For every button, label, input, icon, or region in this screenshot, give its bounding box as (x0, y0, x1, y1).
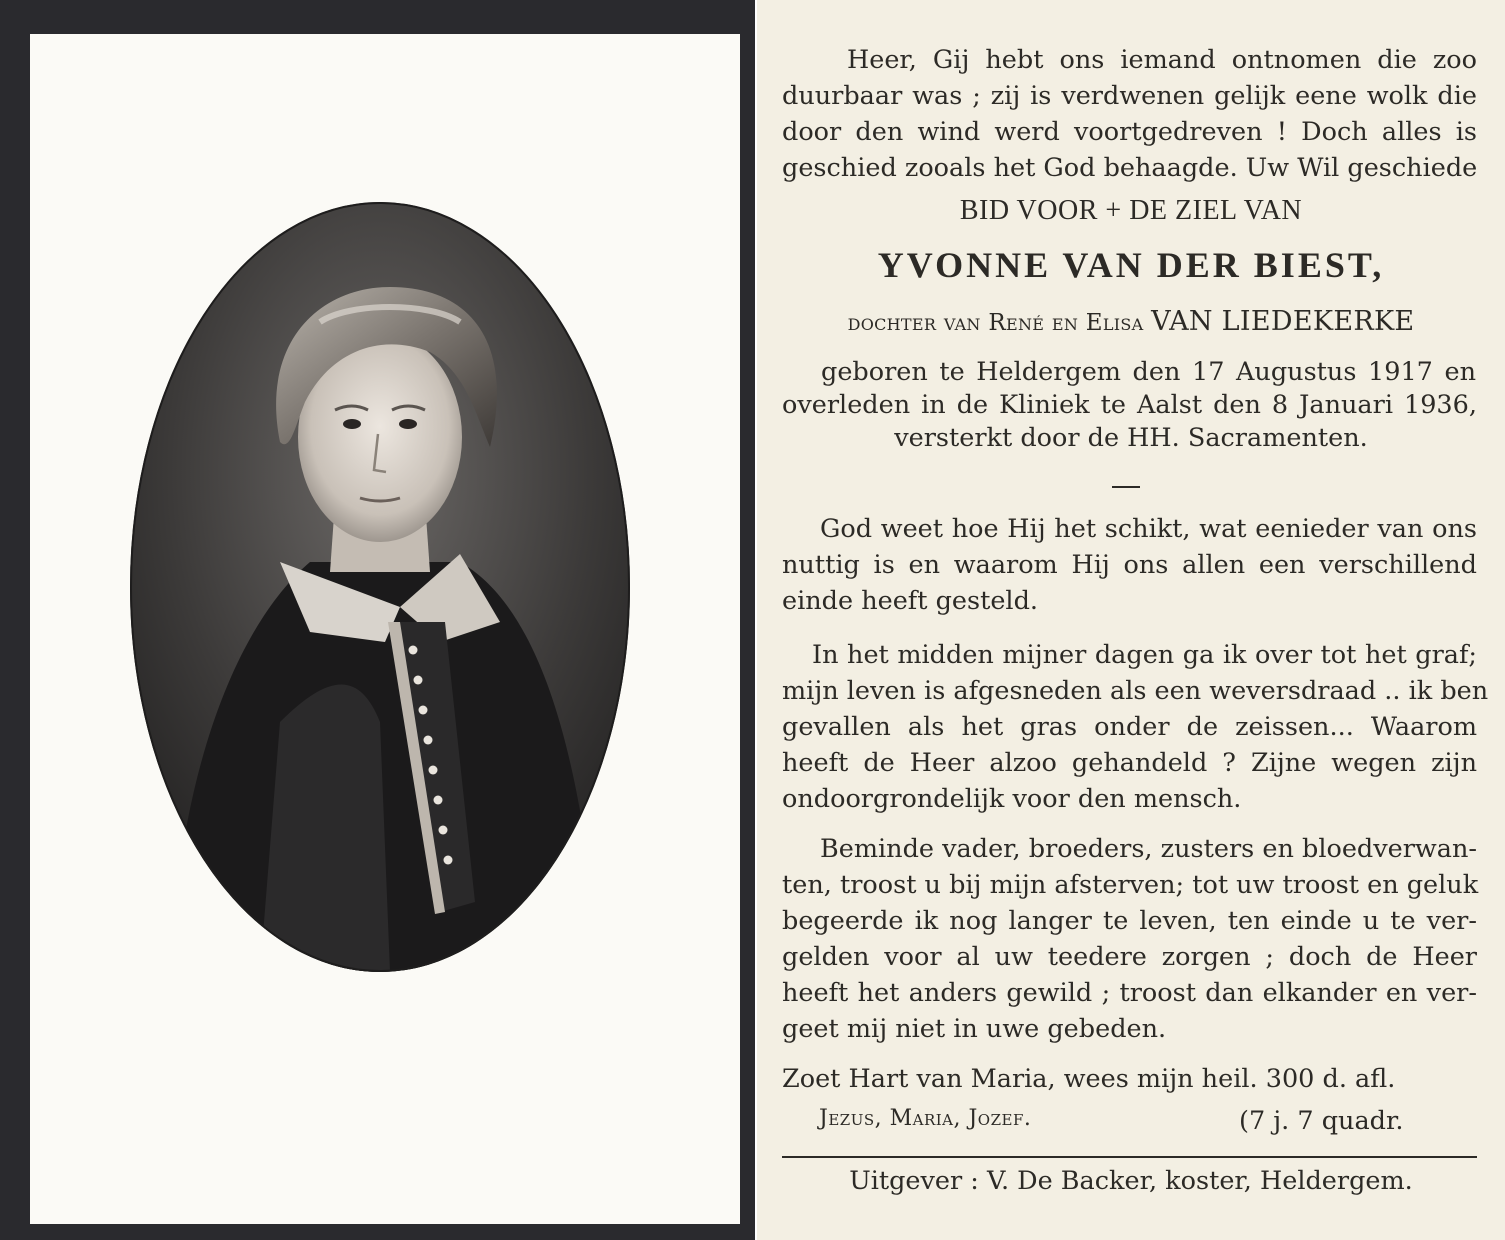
holy-family-names: Jezus, Maria, Jozef. (819, 1106, 1032, 1131)
sacraments-line: versterkt door de HH. Sacramenten. (894, 423, 1368, 453)
death-line: overleden in de Kliniek te Aalst den 8 Januari 1936, (782, 390, 1477, 420)
portrait-card-paper (30, 34, 740, 1224)
bid-voor-heading: BID VOOR + DE ZIEL VAN (959, 195, 1303, 226)
birth-line: geboren te Heldergem den 17 Augustus 1917 en (821, 357, 1476, 387)
parents-line (757, 306, 1505, 337)
para3-line-5: heeft het anders gewild ; troost dan elkander en ver- (782, 978, 1477, 1008)
intro-line-3: door den wind werd voortgedreven ! Doch alles is (782, 117, 1477, 147)
para2-line-4: heeft de Heer alzoo gehandeld ? Zijne wegen zijn (782, 748, 1477, 778)
para2-line-1: In het midden mijner dagen ga ik over tot het graf; (812, 640, 1477, 670)
para3-line-1: Beminde vader, broeders, zusters en bloedverwan- (820, 834, 1477, 864)
para3-line-4: gelden voor al uw teedere zorgen ; doch de Heer (782, 942, 1477, 972)
section-divider (1112, 486, 1140, 488)
prayer-line: Zoet Hart van Maria, wees mijn heil. 300 d. afl. (782, 1064, 1396, 1094)
footer-rule (782, 1156, 1477, 1158)
para1-line-1: God weet hoe Hij het schikt, wat eenieder van ons (820, 514, 1477, 544)
para3-line-6: geet mij niet in uwe gebeden. (782, 1014, 1167, 1044)
para2-line-2: mijn leven is afgesneden als een weversdraad .. ik ben (782, 676, 1489, 706)
indulgence-note: (7 j. 7 quadr. (1239, 1106, 1404, 1136)
portrait-photo (130, 202, 630, 972)
para1-line-3: einde heeft gesteld. (782, 586, 1039, 616)
publisher-line: Uitgever : V. De Backer, koster, Heldergem. (849, 1166, 1413, 1196)
parents-surname: VAN LIEDEKERKE (1151, 306, 1415, 337)
intro-line-4: geschied zooals het God behaagde. Uw Wil geschiede (782, 153, 1478, 183)
intro-line-1: Heer, Gij hebt ons iemand ontnomen die zoo (847, 45, 1477, 75)
para1-line-2: nuttig is en waarom Hij ons allen een verschillend (782, 550, 1477, 580)
para2-line-5: ondoorgrondelijk voor den mensch. (782, 784, 1242, 814)
para2-line-3: gevallen als het gras onder de zeissen... Waarom (782, 712, 1477, 742)
deceased-name: YVONNE VAN DER BIEST, (877, 245, 1385, 285)
intro-line-2: duurbaar was ; zij is verdwenen gelijk eene wolk die (782, 81, 1477, 111)
parents-names: dochter van René en Elisa (847, 310, 1144, 336)
text-card (757, 0, 1505, 1240)
para3-line-2: ten, troost u bij mijn afsterven; tot uw troost en geluk (782, 870, 1479, 900)
para3-line-3: begeerde ik nog langer te leven, ten einde u te ver- (782, 906, 1477, 936)
